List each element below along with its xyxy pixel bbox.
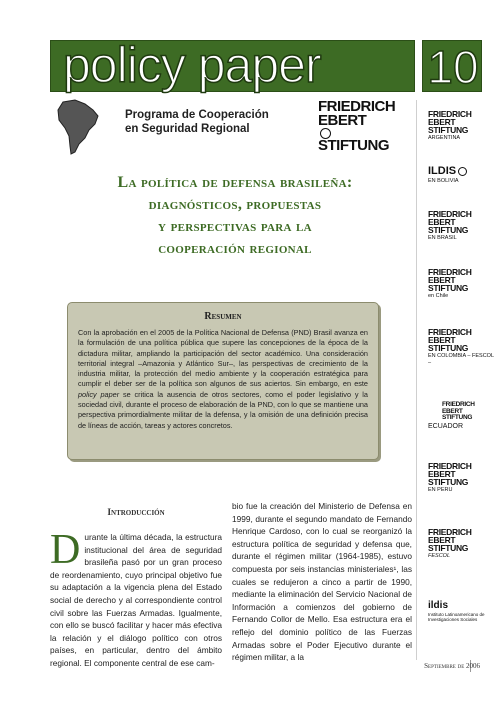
partner-logo-colombia: FRIEDRICH EBERT STIFTUNG EN COLOMBIA – FESCOL – (428, 327, 494, 366)
intro-paragraph-col2: bio fue la creación del Ministerio de Defensa en 1999, durante el segundo mandato de Fernando Henrique Cardoso, con lo cual se reorganizó la estructura política de seguridad y defensa que, durante el régimen militar (1964-1985), estuvo compuesta por seis instancias ministeriales¹, las cuales se redujeron a cinco a partir de 1990, mediante la eliminación del Servicio Nacional de Información a comienzos del gobierno de Fernando Collor de Mello. Esa estructura era el reflejo del dominio político de las Fuerzas Armadas sobre el Poder Ejecutivo durante el régimen militar, a la (232, 501, 412, 663)
issue-number: 10 (427, 41, 479, 93)
partner-logo-ildis: ildis Instituto Latinoamericano de Investigaciones Sociales (428, 600, 485, 622)
abstract-box (67, 302, 379, 460)
partner-logo-argentina: FRIEDRICH EBERT STIFTUNG ARGENTINA (428, 109, 472, 141)
intro-heading: Introducción (107, 508, 165, 518)
program-line-2: en Seguridad Regional (125, 123, 250, 135)
document-title (60, 172, 410, 260)
south-america-map-icon (55, 98, 100, 156)
partner-logo-bolivia: ILDIS EN BOLIVIA (428, 165, 498, 185)
partner-logo-ecuador: FRIEDRICH EBERT STIFTUNG ECUADOR (428, 401, 475, 430)
intro-paragraph-col1: Durante la última década, la estructura institucional del área de seguridad brasileña pasó por un gran proceso de reordenamiento, cuyo principal objetivo fue su adaptación a la vigencia plena del Estado social de derecho y al correspondiente control civil sobre las Fuerzas Armadas. Igualmente, con ello se buscó facilitar y hacer más efectiva la relación y el diálogo político con otros países, en particular, dentro del ámbito regional. El componente central de ese cam- (50, 527, 222, 668)
partner-logo-peru: FRIEDRICH EBERT STIFTUNG EN PERU (428, 461, 472, 493)
title-line-3: y perspectivas para la (158, 218, 312, 235)
program-line-1: Programa de Cooperación (125, 109, 269, 121)
partner-logo-chile: FRIEDRICH EBERT STIFTUNG en Chile (428, 267, 472, 299)
fes-logo (318, 100, 398, 153)
title-line-1: La política de defensa brasileña: (117, 174, 353, 191)
partner-logo-fescol: FRIEDRICH EBERT STIFTUNG FESCOL (428, 527, 472, 559)
fes-logo-line-3: STIFTUNG (318, 137, 389, 154)
body-column-2 (232, 500, 412, 664)
program-name (125, 108, 315, 136)
drop-cap: D (50, 527, 81, 573)
publication-title: policy paper (63, 37, 321, 93)
title-line-4: cooperación regional (158, 240, 312, 257)
fes-logo-line-1: FRIEDRICH (318, 98, 396, 115)
abstract-heading: Resumen (204, 311, 242, 322)
partner-logo-brasil: FRIEDRICH EBERT STIFTUNG EN BRASIL (428, 209, 472, 241)
title-line-2: diagnósticos, propuestas (148, 196, 322, 213)
sidebar-divider (416, 100, 417, 660)
publication-date: Septiembre de 2006 (424, 662, 480, 670)
policy-paper-banner (50, 37, 415, 93)
fes-logo-line-2: EBERT (318, 114, 398, 139)
abstract-text: Con la aprobación en el 2005 de la Política Nacional de Defensa (PND) Brasil avanza en la formulación de una política pública que supere las concepciones de la época de la dictadura militar, ampliando la participación del sector académico. Una consideración territorial integral –Amazonia y Atlántico Sur–, las perspectivas de crecimiento de la industria militar, la protección del medio ambiente y la cooperación estratégica para cumplir el deber ser de la política son algunos de sus aciertos. Sin embargo, en este policy paper se critica la ausencia de otros sectores, como el poder legislativo y la sociedad civil, durante el proceso de elaboración de la PND, con lo que se mantiene una perspectiva primordialmente militar de la defensa, y la omisión de una definición precisa de líneas de acción, tareas y actores concretos. (78, 328, 368, 430)
issue-number-box (422, 40, 482, 92)
body-column-1 (50, 500, 222, 670)
